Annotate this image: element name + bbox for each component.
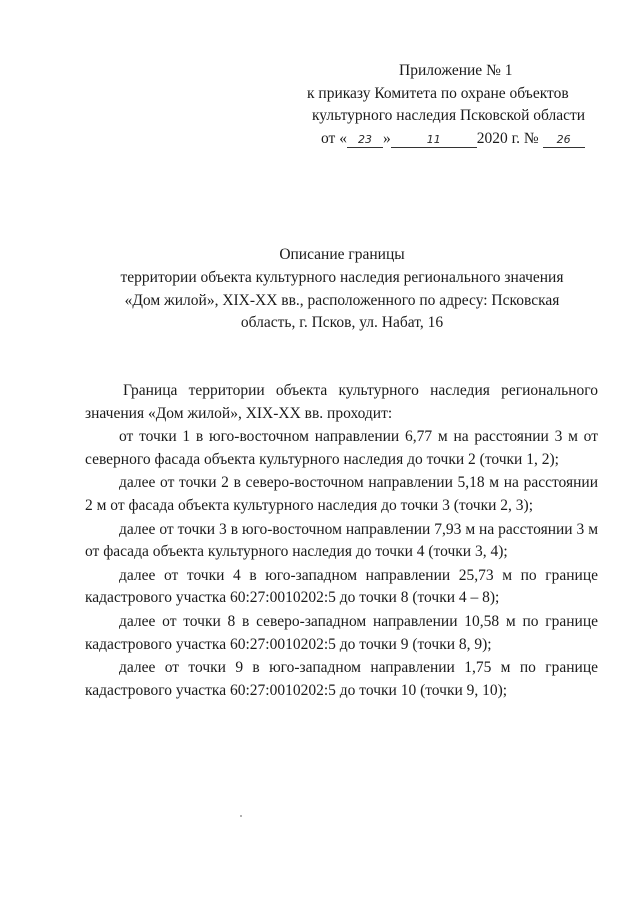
paragraph-intro: Граница территории объекта культурного наследия регионального значения «Дом жилой», XIX-XX вв. проходит: [85,382,598,422]
title-line-1: Описание границы [279,246,405,263]
paragraph-segment: далее от точки 9 в юго-западном направлении 1,75 м по границе кадастрового участка 60:27:0010202:5 до точки 10 (точки 9, 10); [85,659,598,699]
date-quote-close: » [382,129,391,147]
handwritten-day: 23 [347,133,383,148]
paragraph-segment: далее от точки 2 в северо-восточном направлении 5,18 м на расстоянии 2 м от фасада объекта культурного наследия до точки 3 (точки 2, 3); [85,474,598,514]
title-line-2: территории объекта культурного наследия регионального значения [120,268,564,286]
scan-speck [240,815,242,817]
order-date-line [295,128,605,151]
appendix-number: Приложение № 1 [399,62,513,79]
date-prefix: от « [321,129,347,147]
document-body [85,380,598,703]
paragraph-segment: от точки 1 в юго-восточном направлении 6,77 м на расстоянии 3 м от северного фасада объекта культурного наследия до точки 2 (точки 1, 2); [85,428,598,468]
appendix-header [295,60,605,150]
document-title [60,244,624,335]
date-year: 2020 г. № [476,129,539,147]
paragraph-segment: далее от точки 4 в юго-западном направлении 25,73 м по границе кадастрового участка 60:27:0010202:5 до точки 8 (точки 4 – 8); [85,566,598,607]
order-reference: к приказу Комитета по охране объектов [307,84,569,102]
handwritten-order-number: 26 [543,133,585,148]
committee-name: культурного наследия Псковской области [312,107,586,124]
paragraph-segment: далее от точки 8 в северо-западном направлении 10,58 м по границе кадастрового участка 60:27:0010202:5 до точки 9 (точки 8, 9); [85,612,598,653]
paragraph-segment: далее от точки 3 в юго-восточном направлении 7,93 м на расстоянии 3 м от фасада объекта культурного наследия до точки 4 (точки 3, 4); [85,520,598,561]
handwritten-month: 11 [391,133,477,148]
title-line-3: «Дом жилой», XIX-XX вв., расположенного по адресу: Псковская [124,291,560,309]
title-line-4: область, г. Псков, ул. Набат, 16 [240,314,444,332]
